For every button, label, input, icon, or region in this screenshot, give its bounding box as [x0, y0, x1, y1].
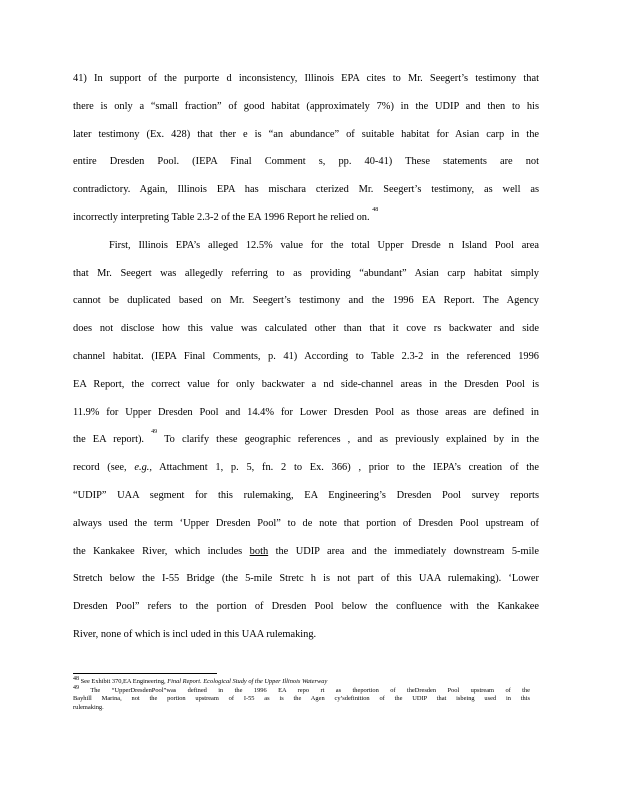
- footnote-48: [73, 678, 530, 687]
- text-line: Dresden Pool” refers to the portion of Dresden Pool below the confluence with the Kankakee: [73, 601, 539, 613]
- text-line: contradictory. Again, Illinois EPA has mischara cterized Mr. Seegert’s testimony, as well as: [73, 184, 539, 196]
- text-line: entire Dresden Pool. (IEPA Final Comment s, pp. 40-41) These statements are not: [73, 156, 539, 168]
- footnote-49: [73, 684, 530, 696]
- text-line: River, none of which is incl uded in this UAA rulemaking.: [73, 628, 317, 640]
- text-line: there is only a “small fraction” of good habitat (approximately 7%) in the UDIP and then to his: [73, 100, 539, 112]
- text-span: the UDIP area and the immediately downstream 5-mile: [275, 545, 539, 557]
- footnote-number: 48: [73, 676, 79, 682]
- text-span: the EA report).: [73, 434, 145, 446]
- text-line: 41) In support of the purporte d inconsistency, Illinois EPA cites to Mr. Seegert’s testimony that: [73, 73, 539, 84]
- text-span: the Kankakee River, which includes: [73, 545, 243, 557]
- text-line: Stretch below the I-55 Bridge (the 5-mile Stretc h is not part of this UAA rulemaking). ‘Lower: [73, 573, 539, 585]
- text-line: channel habitat. (IEPA Final Comments, p. 41) According to Table 2.3-2 in the referenced 1996: [73, 350, 539, 362]
- text-line: [73, 431, 539, 459]
- footnote-ref-49: 49: [151, 429, 158, 436]
- text-span: record (see,: [73, 462, 127, 474]
- text-line: does not disclose how this value was calculated other than that it cove rs backwater and side: [73, 323, 539, 335]
- text-line: “UDIP” UAA segment for this rulemaking, EA Engineering’s Dresden Pool survey reports: [73, 489, 539, 501]
- footnote-ref-48: 48: [372, 206, 379, 213]
- text-line: later testimony (Ex. 428) that ther e is “an abundance” of suitable habitat for Asian carp in the: [73, 128, 539, 140]
- footnotes: [73, 678, 530, 712]
- footnote-49-cont: Bayhill Marina, not the portion upstream of I-55 as is the Agen cy’sdefinition of the UDIP that isbeing used in this: [73, 695, 530, 703]
- text-span: incorrectly interpreting Table 2.3-2 of the EA 1996 Report he relied on.: [73, 211, 370, 223]
- footnote-text: The “UpperDresdenPool”was defined in the 1996 EA repo rt as theportion of theDresden Pool upstream of the: [90, 686, 530, 694]
- text-span: To clarify these geographic references , and as previously explained by in the: [164, 434, 539, 446]
- text-line: First, Illinois EPA’s alleged 12.5% value for the total Upper Dresde n Island Pool area: [109, 239, 539, 251]
- text-span: Attachment 1, p. 5, fn. 2 to Ex. 366) , prior to the IEPA’s creation of the: [159, 462, 539, 474]
- text-line: [73, 206, 539, 237]
- text-line: [73, 459, 539, 487]
- text-line: cannot be duplicated based on Mr. Seegert’s testimony and the 1996 EA Report. The Agency: [73, 295, 539, 307]
- footnote-title: Final Report. Ecological Study of the Upper Illinois Waterway: [167, 678, 328, 685]
- text-line: 11.9% for Upper Dresden Pool and 14.4% for Lower Dresden Pool as those areas are defined in: [73, 406, 539, 418]
- text-line: always used the term ‘Upper Dresden Pool” to de note that portion of Dresden Pool upstream of: [73, 517, 539, 529]
- text-line: [73, 543, 539, 571]
- body-text: [73, 70, 539, 654]
- underlined-text: both: [249, 545, 269, 557]
- footnote-text: See Exhibit 370,EA Engineering,: [80, 678, 166, 685]
- italic-text: e.g.,: [134, 462, 152, 474]
- footnote-divider: [73, 673, 217, 674]
- footnote-49-cont: rulemaking.: [73, 703, 104, 711]
- text-line: EA Report, the correct value for only backwater a nd side-channel areas in the Dresden Pool is: [73, 378, 539, 390]
- text-line: that Mr. Seegert was allegedly referring to as providing “abundant” Asian carp habitat simply: [73, 267, 539, 279]
- footnote-number: 49: [73, 684, 79, 691]
